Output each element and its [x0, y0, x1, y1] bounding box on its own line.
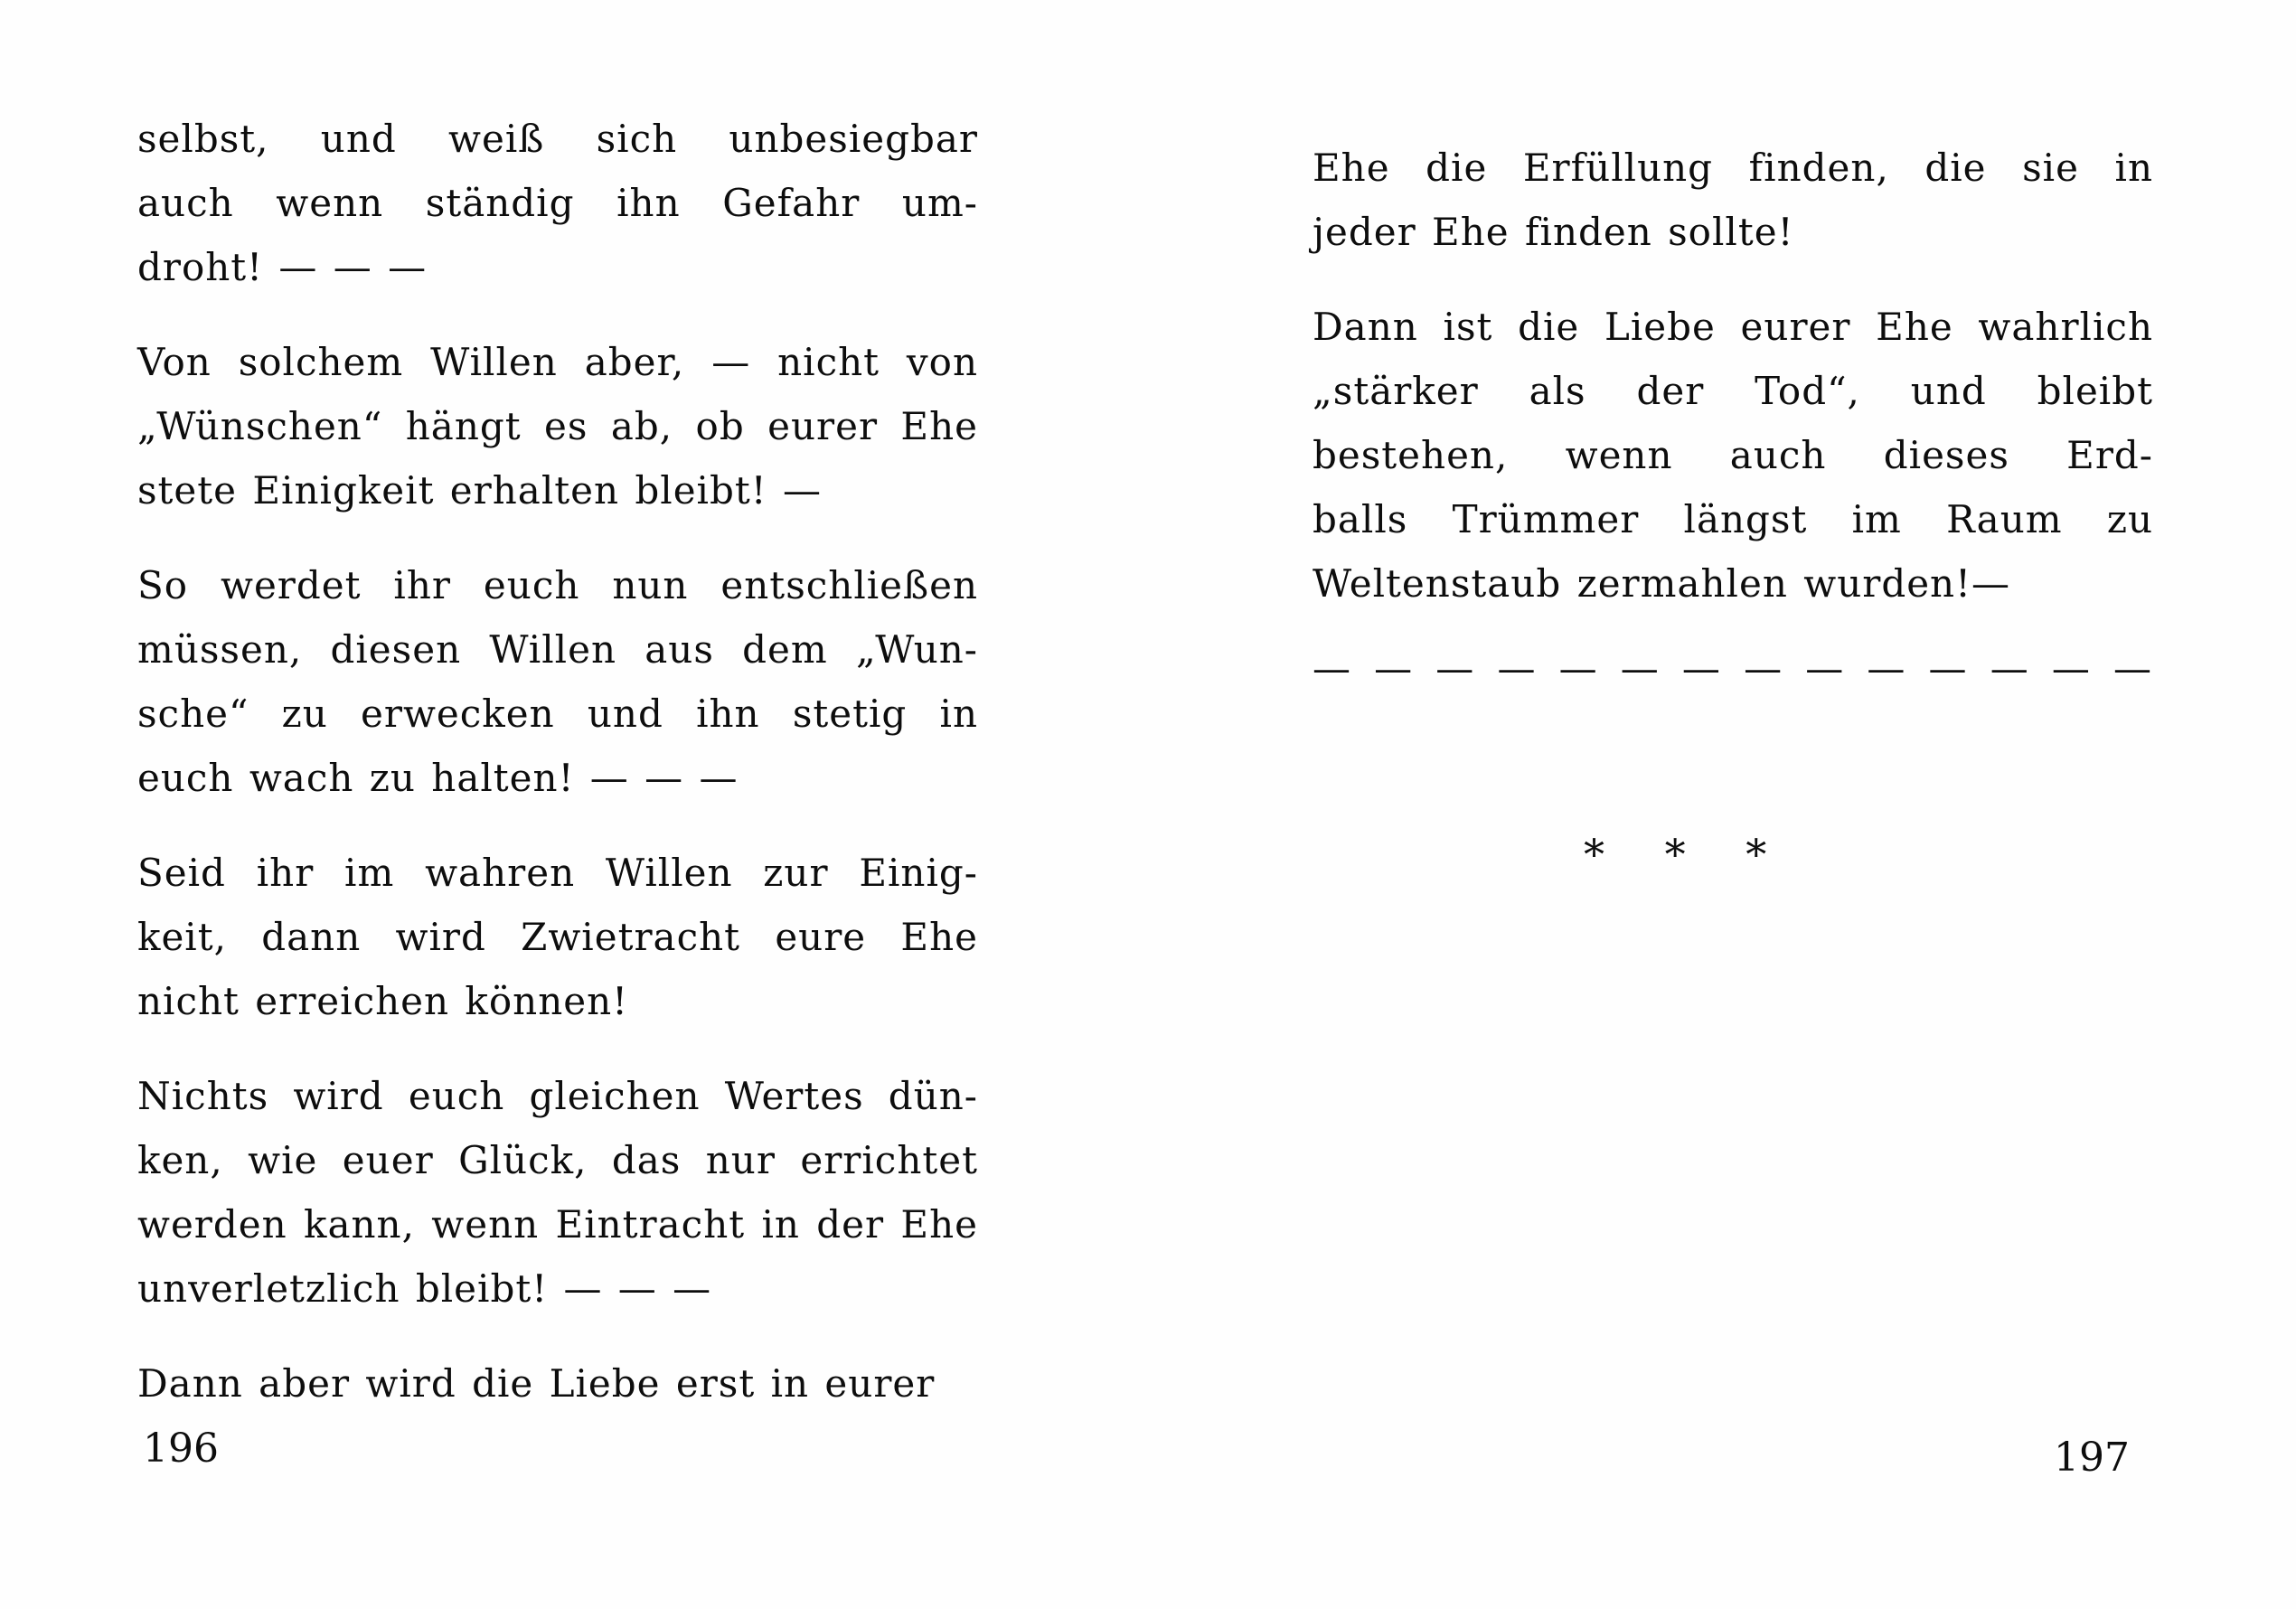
text-line: auch wenn ständig ihn Gefahr um- [137, 181, 978, 225]
text-line: sche“ zu erwecken und ihn stetig in [137, 692, 978, 736]
page-number-left: 196 [143, 1426, 219, 1472]
text-line: Dann aber wird die Liebe erst in eurer [137, 1361, 936, 1406]
text-line: droht! — — — [137, 245, 428, 289]
text-line: Von solchem Willen aber, — nicht von [137, 340, 978, 384]
text-line: keit, dann wird Zwietracht eure Ehe [137, 915, 978, 959]
text-line: nicht erreichen können! [137, 979, 629, 1023]
paragraph [137, 1064, 978, 1321]
paragraph [1313, 136, 2153, 264]
text-line: bestehen, wenn auch dieses Erd- [1313, 433, 2153, 477]
text-line: euch wach zu halten! — — — [137, 756, 739, 800]
text-line: müssen, diesen Willen aus dem „Wun- [137, 627, 978, 672]
page-number-right: 197 [2054, 1435, 2130, 1481]
paragraph [137, 330, 978, 522]
text-line: Seid ihr im wahren Willen zur Einig- [137, 851, 978, 895]
right-page-paragraphs [1313, 136, 2153, 616]
dashed-divider: — — — — — — — — — — — — — — [1313, 646, 2153, 691]
text-line: Ehe die Erfüllung finden, die sie in [1313, 146, 2153, 190]
right-page-text-column [1313, 136, 2153, 881]
paragraph [137, 841, 978, 1033]
text-line: „stärker als der Tod“, und bleibt [1313, 369, 2153, 413]
left-page-text-column [137, 107, 978, 1446]
text-line: Dann ist die Liebe eurer Ehe wahrlich [1313, 305, 2153, 349]
section-break-asterisks: * * * [1584, 830, 1767, 879]
text-line: werden kann, wenn Eintracht in der Ehe [137, 1202, 978, 1247]
paragraph [137, 107, 978, 299]
text-line: selbst, und weiß sich unbesiegbar [137, 117, 978, 161]
text-line: Nichts wird euch gleichen Wertes dün- [137, 1074, 978, 1118]
paragraph [1313, 295, 2153, 616]
paragraph [137, 1351, 978, 1416]
text-line: ken, wie euer Glück, das nur errichtet [137, 1138, 978, 1182]
paragraph [137, 553, 978, 810]
text-line: Weltenstaub zermahlen wurden!— [1313, 561, 2010, 606]
text-line: balls Trümmer längst im Raum zu [1313, 497, 2153, 541]
text-line: So werdet ihr euch nun entschließen [137, 563, 978, 607]
text-line: „Wünschen“ hängt es ab, ob eurer Ehe [137, 404, 978, 448]
text-line: unverletzlich bleibt! — — — [137, 1266, 712, 1311]
text-line: jeder Ehe finden sollte! [1313, 210, 1794, 254]
text-line: stete Einigkeit erhalten bleibt! — [137, 468, 822, 513]
